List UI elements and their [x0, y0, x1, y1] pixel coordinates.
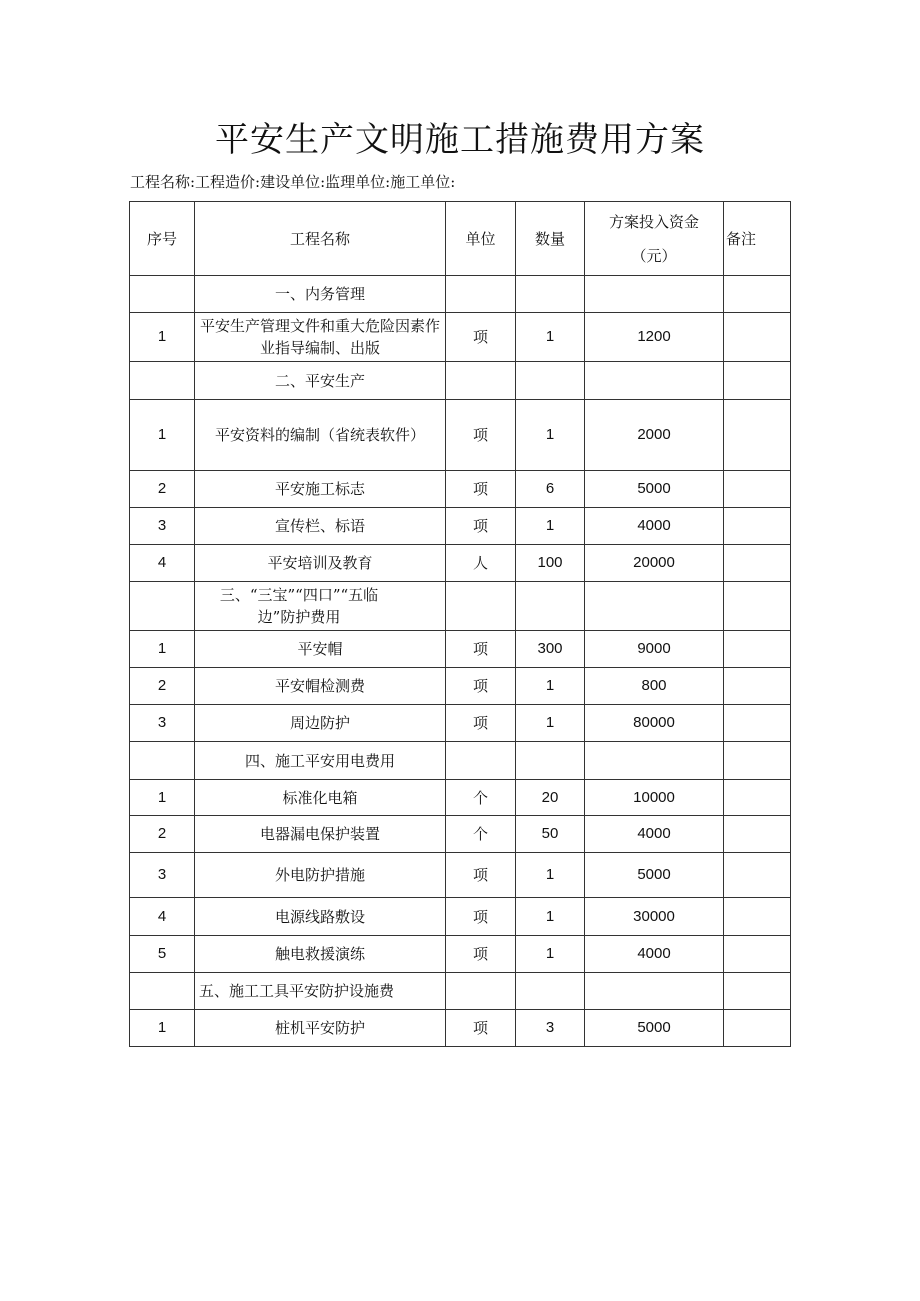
- row-name: 电源线路敷设: [195, 898, 446, 936]
- section-heading: 五、施工工具平安防护设施费: [195, 973, 446, 1010]
- row-qty: 1: [516, 898, 585, 936]
- section-heading: 四、施工平安用电费用: [195, 742, 446, 780]
- row-unit: 项: [446, 705, 516, 742]
- row-amount: 800: [585, 668, 724, 705]
- row-seq: 1: [130, 1010, 195, 1047]
- section-heading: 一、内务管理: [195, 276, 446, 313]
- table-row: [130, 545, 791, 582]
- table-row: [130, 853, 791, 898]
- row-name: 平安生产管理文件和重大危险因素作业指导编制、出版: [195, 313, 446, 362]
- row-seq: 4: [130, 545, 195, 582]
- row-unit: 项: [446, 400, 516, 471]
- row-qty: 3: [516, 1010, 585, 1047]
- row-qty: 1: [516, 668, 585, 705]
- row-qty: 20: [516, 780, 585, 816]
- row-name: 宣传栏、标语: [195, 508, 446, 545]
- row-qty: 50: [516, 816, 585, 853]
- table-row: [130, 508, 791, 545]
- section-row: [130, 582, 791, 631]
- table-row: [130, 936, 791, 973]
- section-row: [130, 742, 791, 780]
- row-amount: 5000: [585, 853, 724, 898]
- row-qty: 1: [516, 313, 585, 362]
- header-amount-line2: （元）: [631, 246, 677, 265]
- section-row: [130, 973, 791, 1010]
- row-unit: 项: [446, 853, 516, 898]
- row-name: 桩机平安防护: [195, 1010, 446, 1047]
- row-qty: 6: [516, 471, 585, 508]
- cost-table: [129, 201, 791, 1047]
- row-note: [724, 508, 791, 545]
- row-seq: 2: [130, 816, 195, 853]
- row-amount: 1200: [585, 313, 724, 362]
- row-name: 平安培训及教育: [195, 545, 446, 582]
- row-note: [724, 853, 791, 898]
- section-row: [130, 362, 791, 400]
- row-seq: 2: [130, 668, 195, 705]
- row-qty: 1: [516, 508, 585, 545]
- row-name: 平安帽: [195, 631, 446, 668]
- row-unit: 项: [446, 471, 516, 508]
- row-name: 周边防护: [195, 705, 446, 742]
- row-unit: 项: [446, 313, 516, 362]
- row-note: [724, 705, 791, 742]
- row-note: [724, 545, 791, 582]
- table-row: [130, 471, 791, 508]
- row-seq: 1: [130, 631, 195, 668]
- header-seq: 序号: [130, 202, 195, 276]
- row-amount: 20000: [585, 545, 724, 582]
- row-note: [724, 631, 791, 668]
- row-amount: 30000: [585, 898, 724, 936]
- row-qty: 300: [516, 631, 585, 668]
- row-seq: 2: [130, 471, 195, 508]
- row-seq: 5: [130, 936, 195, 973]
- row-amount: 4000: [585, 936, 724, 973]
- row-name: 平安资料的编制（省统表软件）: [195, 400, 446, 471]
- row-amount: 9000: [585, 631, 724, 668]
- row-unit: 项: [446, 668, 516, 705]
- header-amount: [585, 202, 724, 276]
- row-name: 平安施工标志: [195, 471, 446, 508]
- row-seq: 1: [130, 780, 195, 816]
- row-amount: 5000: [585, 1010, 724, 1047]
- row-qty: 1: [516, 853, 585, 898]
- row-qty: 1: [516, 705, 585, 742]
- row-name: 外电防护措施: [195, 853, 446, 898]
- table-row: [130, 668, 791, 705]
- row-qty: 1: [516, 936, 585, 973]
- row-seq: 1: [130, 400, 195, 471]
- row-amount: 4000: [585, 816, 724, 853]
- header-qty: 数量: [516, 202, 585, 276]
- row-unit: 项: [446, 1010, 516, 1047]
- table-row: [130, 313, 791, 362]
- row-unit: 个: [446, 816, 516, 853]
- section-row: [130, 276, 791, 313]
- row-seq: 3: [130, 853, 195, 898]
- page-title: 平安生产文明施工措施费用方案: [215, 120, 705, 160]
- table-header-row: [130, 202, 791, 276]
- row-seq: 1: [130, 313, 195, 362]
- table-row: [130, 400, 791, 471]
- header-note: 备注: [724, 202, 791, 276]
- row-name: 平安帽检测费: [195, 668, 446, 705]
- row-qty: 1: [516, 400, 585, 471]
- row-amount: 5000: [585, 471, 724, 508]
- row-unit: 人: [446, 545, 516, 582]
- row-note: [724, 780, 791, 816]
- row-note: [724, 471, 791, 508]
- row-note: [724, 313, 791, 362]
- section-heading: 二、平安生产: [195, 362, 446, 400]
- project-info-line: 工程名称:工程造价:建设单位:监理单位:施工单位:: [130, 173, 456, 191]
- row-unit: 项: [446, 631, 516, 668]
- section-heading: 三、“三宝”“四口”“五临边”防护费用: [195, 582, 446, 631]
- row-note: [724, 400, 791, 471]
- row-name: 电器漏电保护装置: [195, 816, 446, 853]
- row-seq: 3: [130, 705, 195, 742]
- row-amount: 10000: [585, 780, 724, 816]
- header-amount-line1: 方案投入资金: [608, 212, 699, 231]
- header-unit: 单位: [446, 202, 516, 276]
- row-amount: 80000: [585, 705, 724, 742]
- row-name: 标准化电箱: [195, 780, 446, 816]
- table-row: [130, 780, 791, 816]
- row-seq: 4: [130, 898, 195, 936]
- row-qty: 100: [516, 545, 585, 582]
- table-row: [130, 631, 791, 668]
- row-unit: 项: [446, 508, 516, 545]
- row-note: [724, 668, 791, 705]
- table-row: [130, 816, 791, 853]
- section-seq-cell: [130, 276, 195, 313]
- row-unit: 个: [446, 780, 516, 816]
- row-note: [724, 1010, 791, 1047]
- row-amount: 2000: [585, 400, 724, 471]
- row-seq: 3: [130, 508, 195, 545]
- row-note: [724, 898, 791, 936]
- row-note: [724, 816, 791, 853]
- row-note: [724, 936, 791, 973]
- table-row: [130, 1010, 791, 1047]
- table-row: [130, 705, 791, 742]
- row-unit: 项: [446, 936, 516, 973]
- table-row: [130, 898, 791, 936]
- row-unit: 项: [446, 898, 516, 936]
- header-name: 工程名称: [195, 202, 446, 276]
- row-amount: 4000: [585, 508, 724, 545]
- row-name: 触电救援演练: [195, 936, 446, 973]
